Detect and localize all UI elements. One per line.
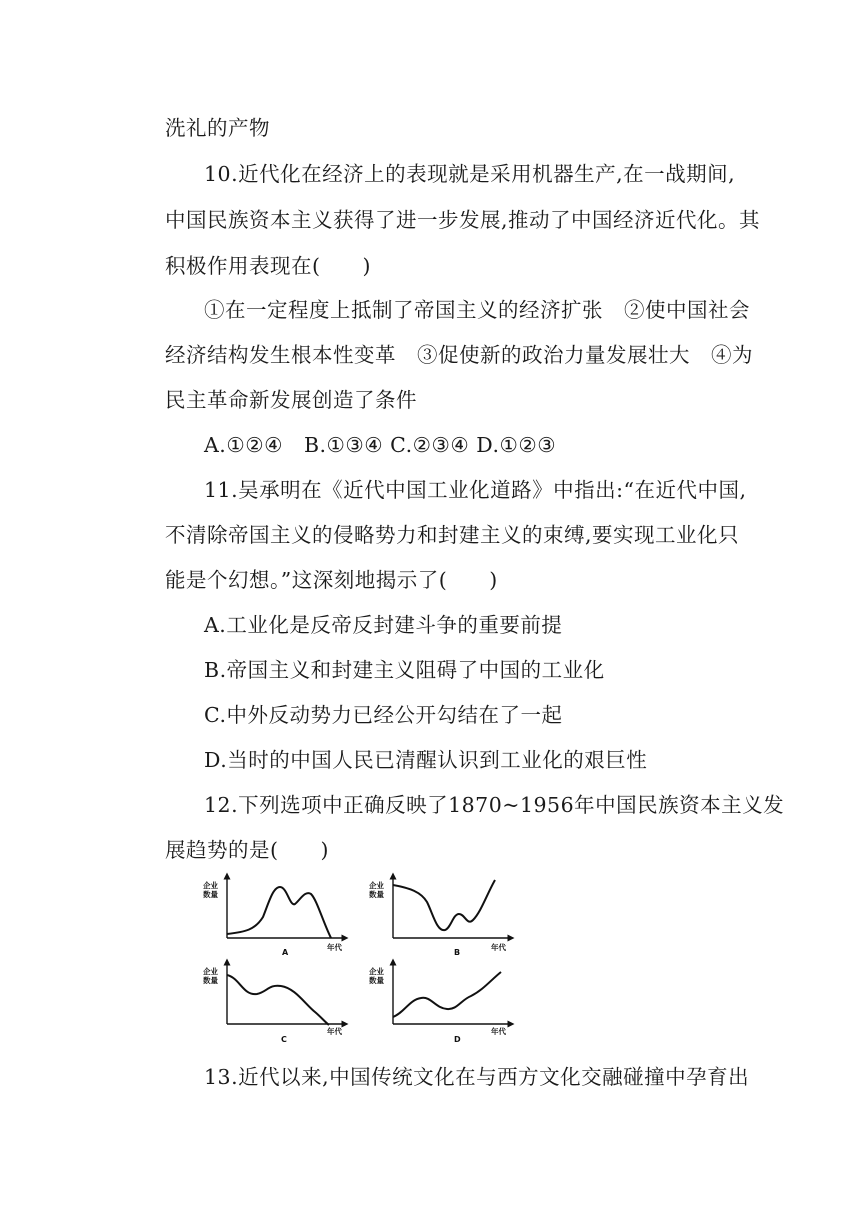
trend-curve-d — [393, 972, 501, 1017]
y-label-top: 企业 — [203, 967, 218, 976]
question-11-option-b: B.帝国主义和封建主义阻碍了中国的工业化 — [204, 658, 605, 682]
question-11-stem-1: 11.吴承明在《近代中国工业化道路》中指出:“在近代中国, — [204, 478, 747, 502]
panel-label-a: A — [282, 948, 289, 957]
question-10-stem-3: 积极作用表现在( ) — [165, 254, 371, 278]
question-11-stem-2: 不清除帝国主义的侵略势力和封建主义的束缚,要实现工业化只 — [165, 523, 740, 547]
trend-curve-b — [393, 880, 495, 930]
chart-panel-c — [203, 962, 345, 1044]
question-12-stem-2: 展趋势的是( ) — [165, 838, 329, 862]
question-11-option-d: D.当时的中国人民已清醒认识到工业化的艰巨性 — [204, 748, 648, 772]
x-label: 年代 — [327, 1027, 342, 1036]
y-label-bottom: 数量 — [203, 890, 218, 899]
question-10-items-2: 经济结构发生根本性变革 ③促使新的政治力量发展壮大 ④为 — [165, 343, 753, 367]
chart-panel-a — [203, 876, 345, 957]
question-12-stem-1: 12.下列选项中正确反映了1870~1956年中国民族资本主义发 — [204, 793, 785, 817]
y-label-bottom: 数量 — [203, 976, 218, 985]
panel-label-d: D — [454, 1035, 461, 1044]
panel-label-c: C — [281, 1035, 287, 1044]
y-label-bottom: 数量 — [369, 976, 384, 985]
question-11-option-c: C.中外反动势力已经公开勾结在了一起 — [204, 703, 563, 727]
trend-curve-c — [227, 975, 329, 1025]
question-10-items-1: ①在一定程度上抵制了帝国主义的经济扩张 ②使中国社会 — [204, 298, 750, 322]
question-10-items-3: 民主革命新发展创造了条件 — [165, 388, 417, 412]
trend-charts-figure — [195, 872, 525, 1047]
question-10-stem-2: 中国民族资本主义获得了进一步发展,推动了中国经济近代化。其 — [165, 208, 761, 232]
question-10-stem-1: 10.近代化在经济上的表现就是采用机器生产,在一战期间, — [204, 162, 736, 186]
y-label-top: 企业 — [203, 881, 218, 890]
y-label-top: 企业 — [369, 967, 384, 976]
chart-panel-b — [369, 876, 511, 957]
chart-panel-d — [369, 962, 511, 1044]
y-label-bottom: 数量 — [369, 890, 384, 899]
question-13-stem-1: 13.近代以来,中国传统文化在与西方文化交融碰撞中孕育出 — [204, 1065, 750, 1089]
y-label-top: 企业 — [369, 881, 384, 890]
question-11-option-a: A.工业化是反帝反封建斗争的重要前提 — [204, 613, 563, 637]
line-0: 洗礼的产物 — [165, 116, 270, 140]
trend-curve-a — [227, 887, 331, 938]
question-10-options: A.①②④ B.①③④ C.②③④ D.①②③ — [204, 433, 557, 457]
question-11-stem-3: 能是个幻想。”这深刻地揭示了( ) — [165, 568, 498, 592]
panel-label-b: B — [454, 948, 461, 957]
x-label: 年代 — [327, 943, 342, 952]
x-label: 年代 — [491, 1027, 506, 1036]
x-label: 年代 — [491, 943, 506, 952]
